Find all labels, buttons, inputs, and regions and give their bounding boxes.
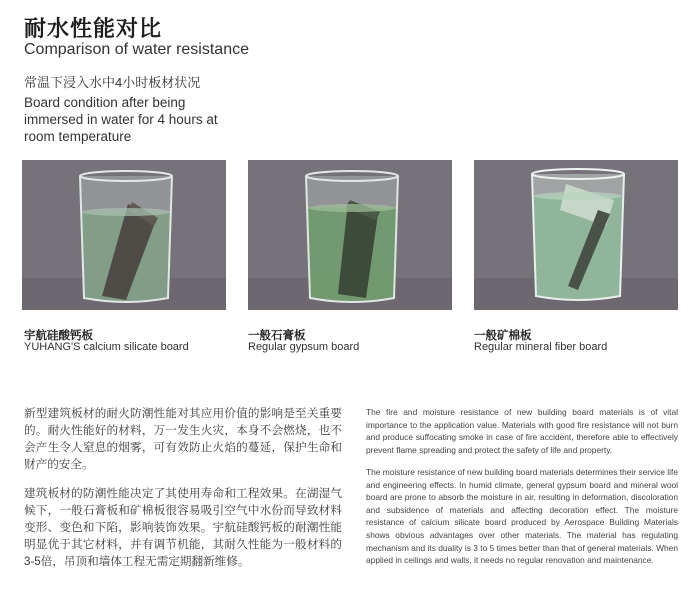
body-paragraph-en-fire: The fire and moisture resistance of new building board materials is of vital importance to the application value. Materials with good fire resistance will not burn and produce suffocating smoke in case of fire accident, therefore able to effectively prevent flame spreading and protect the safety of life and property. [366,407,678,455]
page-title-en: Comparison of water resistance [24,41,249,58]
sample-label-en: Regular gypsum board [248,341,360,353]
beaker-with-intact-board-icon [22,160,226,310]
body-paragraph-zh-moisture: 建筑板材的防潮性能决定了其使用寿命和工程效果。在湖湿气候下，一般石膏板和矿棉板很容易吸引空气中水份而导致材料变形、变色和下陷，影响装饰效果。宇航硅酸钙板的耐潮性能明显优于其它材料，并有调节机能，其耐久性能为一般材料的3-5倍，吊顶和墙体工程无需定期翻新维修。 [24,487,342,568]
beaker-photo-gypsum [248,160,452,310]
sample-label-zh: 一般石膏板 [248,330,306,342]
beaker-photo-calcium-silicate [22,160,226,310]
subtitle-zh: 常温下浸入水中4小时板材状况 [24,75,201,90]
subtitle-en: Board condition after being immersed in water for 4 hours at room temperature [24,95,218,144]
body-paragraph-zh-fire: 新型建筑板材的耐火防潮性能对其应用价值的影响是至关重要的。耐火性能好的材料，万一发生火灾，本身不会燃烧，也不会产生令人窒息的烟雾，可有效防止火焰的蔓延，保护生命和财产的安全。 [24,407,342,471]
body-paragraph-en-moisture: The moisture resistance of new building board materials determines their service life and engineering effects. In humid climate, general gypsum board and mineral wool board are prone to absorb the moisture in air, resulting in deformation, discoloration and subsidence of materials and affecting decoration effect. The moisture resistance of calcium silicate board produced by Aerospace Building Materials shows obvious advantages over other materials. The material has regulating mechanism and its duality is 3 to 5 times better than that of general materials. When applied in ceilings and walls, it needs no regular renovation and maintenance. [366,467,678,566]
beaker-with-softened-gypsum-board-icon [248,160,452,310]
beaker-photo-mineral-fiber [474,160,678,310]
page-title-zh: 耐水性能对比 [24,16,163,41]
sample-label-en: Regular mineral fiber board [474,341,608,353]
sample-label-en: YUHANG'S calcium silicate board [24,341,189,353]
sample-label-zh: 宇航硅酸钙板 [24,330,93,342]
beaker-with-deformed-mineral-board-icon [474,160,678,310]
sample-label-zh: 一般矿棉板 [474,330,532,342]
